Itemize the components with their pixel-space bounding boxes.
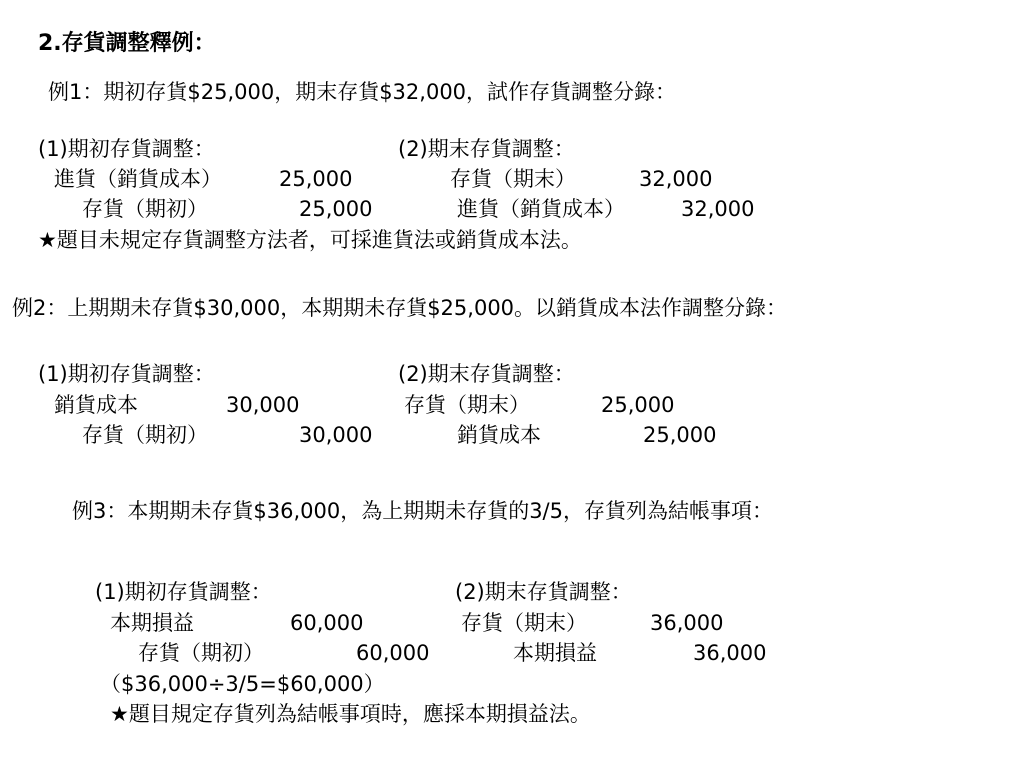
- example3-heading: 例3：本期期未存貨$36,000，為上期期未存貨的3/5，存貨列為結帳事項：: [72, 499, 773, 523]
- example1-left-credit-account: 存貨（期初）: [82, 197, 208, 221]
- example2-right-debit-amount: 25,000: [601, 393, 675, 417]
- example3-left-debit-account: 本期損益: [110, 611, 194, 635]
- example1-right-debit-account: 存貨（期末）: [450, 167, 576, 191]
- example2-right-credit-account: 銷貨成本: [457, 423, 541, 447]
- example2-right-credit-amount: 25,000: [643, 423, 717, 447]
- example1-right-header: (2)期末存貨調整：: [398, 137, 575, 161]
- example1-right-credit-amount: 32,000: [681, 197, 755, 221]
- example2-heading: 例2：上期期未存貨$30,000，本期期未存貨$25,000。以銷貨成本法作調整分錄：: [12, 296, 788, 320]
- example3-left-credit-amount: 60,000: [356, 641, 430, 665]
- page-title: 2.存貨調整釋例：: [38, 31, 216, 56]
- example1-left-debit-account: 進貨（銷貨成本）: [54, 167, 222, 191]
- example2-left-debit-amount: 30,000: [226, 393, 300, 417]
- example1-right-credit-account: 進貨（銷貨成本）: [457, 197, 625, 221]
- example3-left-header: (1)期初存貨調整：: [95, 580, 272, 604]
- example3-note: ★題目規定存貨列為結帳事項時，應採本期損益法。: [110, 702, 591, 726]
- example3-right-debit-account: 存貨（期末）: [461, 611, 587, 635]
- example1-heading: 例1：期初存貨$25,000，期末存貨$32,000，試作存貨調整分錄：: [48, 80, 677, 104]
- example2-left-credit-amount: 30,000: [299, 423, 373, 447]
- example1-left-header: (1)期初存貨調整：: [38, 137, 215, 161]
- example2-left-debit-account: 銷貨成本: [54, 393, 138, 417]
- example2-left-header: (1)期初存貨調整：: [38, 362, 215, 386]
- example1-right-debit-amount: 32,000: [639, 167, 713, 191]
- example2-left-credit-account: 存貨（期初）: [82, 423, 208, 447]
- example3-right-header: (2)期末存貨調整：: [455, 580, 632, 604]
- example1-note: ★題目未規定存貨調整方法者，可採進貨法或銷貨成本法。: [38, 228, 582, 252]
- example3-left-debit-amount: 60,000: [290, 611, 364, 635]
- example1-left-credit-amount: 25,000: [299, 197, 373, 221]
- example1-left-debit-amount: 25,000: [279, 167, 353, 191]
- example3-right-debit-amount: 36,000: [650, 611, 724, 635]
- example2-right-header: (2)期末存貨調整：: [398, 362, 575, 386]
- example3-right-credit-amount: 36,000: [693, 641, 767, 665]
- example3-left-credit-account: 存貨（期初）: [138, 641, 264, 665]
- example3-calculation: （$36,000÷3/5=$60,000）: [100, 672, 385, 696]
- example3-right-credit-account: 本期損益: [513, 641, 597, 665]
- example2-right-debit-account: 存貨（期末）: [404, 393, 530, 417]
